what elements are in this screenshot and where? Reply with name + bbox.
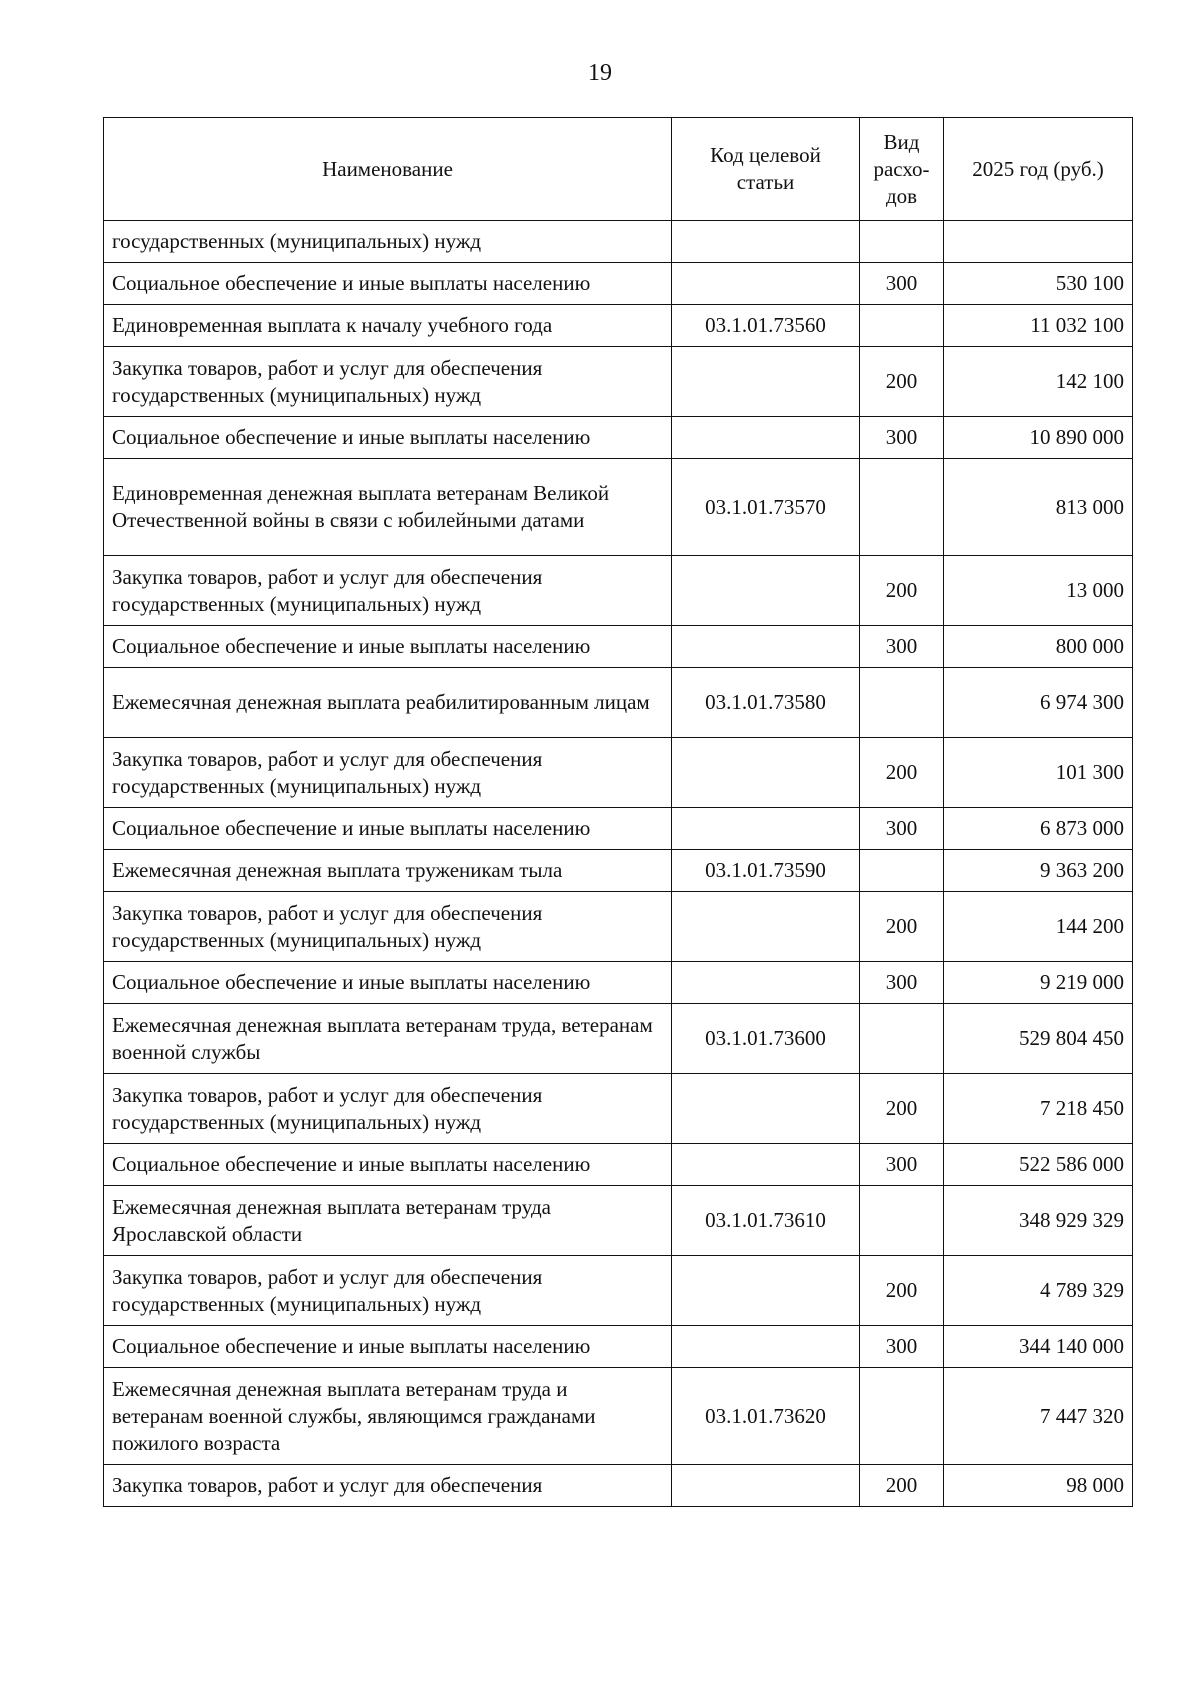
- row-sum-cell: 144 200: [944, 892, 1133, 962]
- table-row: [104, 459, 1133, 556]
- row-kind-cell: [860, 305, 944, 347]
- row-sum-cell: [944, 221, 1133, 263]
- table-body: [104, 221, 1133, 1507]
- row-kind-cell: 300: [860, 1144, 944, 1186]
- row-name-cell: Социальное обеспечение и иные выплаты населению: [104, 1326, 672, 1368]
- row-kind-cell: [860, 668, 944, 738]
- row-name-cell: Ежемесячная денежная выплата реабилитированным лицам: [104, 668, 672, 738]
- row-kind-cell: 300: [860, 626, 944, 668]
- table-row: [104, 417, 1133, 459]
- row-code-cell: [672, 1326, 860, 1368]
- row-sum-cell: 529 804 450: [944, 1004, 1133, 1074]
- header-name: Наименование: [104, 118, 672, 221]
- row-code-cell: [672, 556, 860, 626]
- row-kind-cell: 300: [860, 808, 944, 850]
- row-code-cell: [672, 347, 860, 417]
- table-row: [104, 1004, 1133, 1074]
- row-sum-cell: 348 929 329: [944, 1186, 1133, 1256]
- table-row: [104, 668, 1133, 738]
- row-name-cell: Социальное обеспечение и иные выплаты населению: [104, 626, 672, 668]
- table-row: [104, 347, 1133, 417]
- header-kind: Вид расхо-дов: [860, 118, 944, 221]
- row-kind-cell: 200: [860, 1256, 944, 1326]
- row-sum-cell: 98 000: [944, 1465, 1133, 1507]
- row-code-cell: 03.1.01.73570: [672, 459, 860, 556]
- row-kind-cell: [860, 1368, 944, 1465]
- table-row: [104, 892, 1133, 962]
- row-name-cell: Закупка товаров, работ и услуг для обеспечения государственных (муниципальных) нужд: [104, 892, 672, 962]
- row-kind-cell: 200: [860, 556, 944, 626]
- row-kind-cell: [860, 850, 944, 892]
- table-row: [104, 1368, 1133, 1465]
- row-sum-cell: 9 363 200: [944, 850, 1133, 892]
- page-number: 19: [588, 60, 612, 86]
- row-sum-cell: 344 140 000: [944, 1326, 1133, 1368]
- table-row: [104, 1256, 1133, 1326]
- row-kind-cell: 200: [860, 892, 944, 962]
- row-code-cell: [672, 417, 860, 459]
- row-name-cell: Закупка товаров, работ и услуг для обеспечения государственных (муниципальных) нужд: [104, 1074, 672, 1144]
- row-code-cell: [672, 626, 860, 668]
- row-code-cell: [672, 892, 860, 962]
- row-sum-cell: 142 100: [944, 347, 1133, 417]
- row-kind-cell: 300: [860, 1326, 944, 1368]
- row-code-cell: 03.1.01.73580: [672, 668, 860, 738]
- row-kind-cell: 200: [860, 1074, 944, 1144]
- table-row: [104, 738, 1133, 808]
- row-name-cell: Социальное обеспечение и иные выплаты населению: [104, 962, 672, 1004]
- row-sum-cell: 7 447 320: [944, 1368, 1133, 1465]
- row-sum-cell: 800 000: [944, 626, 1133, 668]
- row-kind-cell: [860, 1186, 944, 1256]
- row-sum-cell: 9 219 000: [944, 962, 1133, 1004]
- row-sum-cell: 530 100: [944, 263, 1133, 305]
- table-row: [104, 263, 1133, 305]
- row-sum-cell: 10 890 000: [944, 417, 1133, 459]
- row-name-cell: Социальное обеспечение и иные выплаты населению: [104, 1144, 672, 1186]
- row-kind-cell: [860, 1004, 944, 1074]
- row-code-cell: 03.1.01.73610: [672, 1186, 860, 1256]
- row-code-cell: 03.1.01.73590: [672, 850, 860, 892]
- row-kind-cell: [860, 459, 944, 556]
- row-code-cell: [672, 808, 860, 850]
- row-code-cell: [672, 1465, 860, 1507]
- row-code-cell: [672, 738, 860, 808]
- table-row: [104, 221, 1133, 263]
- row-sum-cell: 813 000: [944, 459, 1133, 556]
- table-row: [104, 808, 1133, 850]
- row-name-cell: Социальное обеспечение и иные выплаты населению: [104, 417, 672, 459]
- table-row: [104, 556, 1133, 626]
- row-name-cell: Закупка товаров, работ и услуг для обеспечения государственных (муниципальных) нужд: [104, 556, 672, 626]
- row-code-cell: [672, 221, 860, 263]
- row-kind-cell: 300: [860, 263, 944, 305]
- row-name-cell: Ежемесячная денежная выплата труженикам тыла: [104, 850, 672, 892]
- row-name-cell: Закупка товаров, работ и услуг для обеспечения государственных (муниципальных) нужд: [104, 738, 672, 808]
- row-kind-cell: 300: [860, 962, 944, 1004]
- row-name-cell: Социальное обеспечение и иные выплаты населению: [104, 808, 672, 850]
- table-row: [104, 962, 1133, 1004]
- row-code-cell: [672, 1144, 860, 1186]
- row-name-cell: Закупка товаров, работ и услуг для обеспечения: [104, 1465, 672, 1507]
- row-sum-cell: 4 789 329: [944, 1256, 1133, 1326]
- row-name-cell: государственных (муниципальных) нужд: [104, 221, 672, 263]
- row-name-cell: Закупка товаров, работ и услуг для обеспечения государственных (муниципальных) нужд: [104, 347, 672, 417]
- row-code-cell: [672, 962, 860, 1004]
- row-sum-cell: 13 000: [944, 556, 1133, 626]
- row-name-cell: Единовременная выплата к началу учебного года: [104, 305, 672, 347]
- table-header-row: [104, 118, 1133, 221]
- table-row: [104, 1186, 1133, 1256]
- table-row: [104, 850, 1133, 892]
- row-code-cell: 03.1.01.73600: [672, 1004, 860, 1074]
- table-row: [104, 1465, 1133, 1507]
- row-name-cell: Ежемесячная денежная выплата ветеранам труда, ветеранам военной службы: [104, 1004, 672, 1074]
- row-sum-cell: 11 032 100: [944, 305, 1133, 347]
- table-row: [104, 1144, 1133, 1186]
- row-kind-cell: [860, 221, 944, 263]
- row-kind-cell: 300: [860, 417, 944, 459]
- table-row: [104, 1326, 1133, 1368]
- table-row: [104, 305, 1133, 347]
- row-sum-cell: 522 586 000: [944, 1144, 1133, 1186]
- row-name-cell: Единовременная денежная выплата ветеранам Великой Отечественной войны в связи с юбилейными датами: [104, 459, 672, 556]
- header-code: Код целевой статьи: [672, 118, 860, 221]
- row-code-cell: [672, 263, 860, 305]
- header-sum: 2025 год (руб.): [944, 118, 1133, 221]
- row-kind-cell: 200: [860, 1465, 944, 1507]
- budget-table: [103, 117, 1133, 1507]
- row-sum-cell: 101 300: [944, 738, 1133, 808]
- row-kind-cell: 200: [860, 347, 944, 417]
- row-name-cell: Ежемесячная денежная выплата ветеранам труда и ветеранам военной службы, являющимся гражданами пожилого возраста: [104, 1368, 672, 1465]
- row-sum-cell: 7 218 450: [944, 1074, 1133, 1144]
- row-name-cell: Ежемесячная денежная выплата ветеранам труда Ярославской области: [104, 1186, 672, 1256]
- table-row: [104, 626, 1133, 668]
- row-name-cell: Закупка товаров, работ и услуг для обеспечения государственных (муниципальных) нужд: [104, 1256, 672, 1326]
- table-row: [104, 1074, 1133, 1144]
- row-code-cell: [672, 1074, 860, 1144]
- row-code-cell: 03.1.01.73620: [672, 1368, 860, 1465]
- row-sum-cell: 6 873 000: [944, 808, 1133, 850]
- row-code-cell: [672, 1256, 860, 1326]
- row-code-cell: 03.1.01.73560: [672, 305, 860, 347]
- row-name-cell: Социальное обеспечение и иные выплаты населению: [104, 263, 672, 305]
- row-kind-cell: 200: [860, 738, 944, 808]
- row-sum-cell: 6 974 300: [944, 668, 1133, 738]
